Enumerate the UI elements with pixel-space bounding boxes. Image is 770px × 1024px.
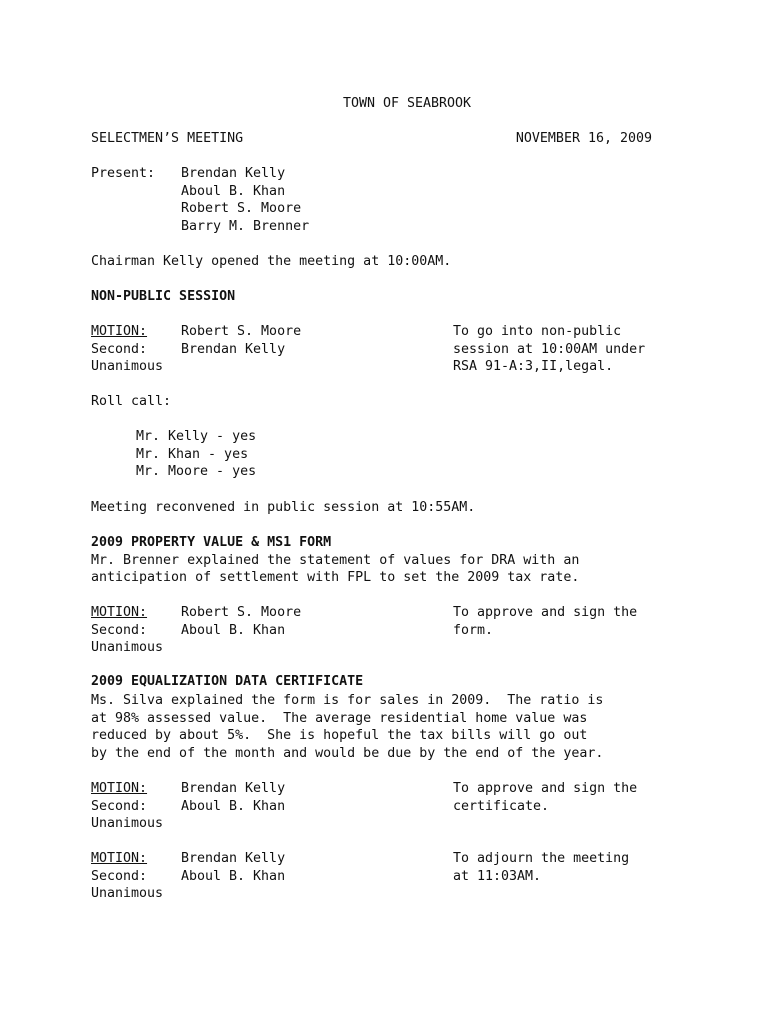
town-title: TOWN OF SEABROOK — [342, 96, 472, 111]
second-label: Second: — [91, 868, 148, 884]
meeting-date: NOVEMBER 16, 2009 — [515, 131, 652, 146]
motion-text: To go into non-public — [453, 324, 622, 339]
motion-text: RSA 91-A:3,II,legal. — [453, 359, 614, 374]
section-heading-nonpublic: NON-PUBLIC SESSION — [91, 289, 236, 304]
second-by: Brendan Kelly — [181, 341, 286, 357]
paragraph-line: at 98% assessed value. The average residential home value was — [91, 710, 588, 726]
present-name: Brendan Kelly — [181, 166, 286, 181]
roll-call-entry: Mr. Kelly - yes — [136, 429, 257, 444]
roll-call-label: Roll call: — [91, 394, 172, 409]
section-heading-property: 2009 PROPERTY VALUE & MS1 FORM — [91, 535, 332, 550]
section-heading-equalization: 2009 EQUALIZATION DATA CERTIFICATE — [91, 674, 364, 689]
motion-text: To approve and sign the — [453, 605, 638, 620]
motion-by: Brendan Kelly — [181, 851, 286, 866]
paragraph-line: Mr. Brenner explained the statement of values for DRA with an — [91, 552, 580, 568]
second-by: Aboul B. Khan — [181, 798, 286, 814]
roll-call-entry: Mr. Moore - yes — [136, 464, 257, 479]
paragraph-line: anticipation of settlement with FPL to set the 2009 tax rate. — [91, 570, 580, 585]
present-label: Present: — [91, 166, 156, 181]
paragraph-line: by the end of the month and would be due by the end of the year. — [91, 745, 604, 761]
present-name: Barry M. Brenner — [181, 219, 310, 234]
reconvened-statement: Meeting reconvened in public session at 10:55AM. — [91, 500, 476, 515]
motion-by: Brendan Kelly — [181, 781, 286, 796]
roll-call-entry: Mr. Khan - yes — [136, 446, 249, 462]
second-by: Aboul B. Khan — [181, 622, 286, 638]
motion-text: To adjourn the meeting — [453, 851, 630, 866]
meeting-title: SELECTMEN’S MEETING — [91, 131, 244, 146]
present-name: Robert S. Moore — [181, 201, 302, 216]
motion-by: Robert S. Moore — [181, 324, 302, 339]
second-label: Second: — [91, 341, 148, 357]
motion-label: MOTION: — [91, 781, 148, 796]
vote-result: Unanimous — [91, 886, 164, 901]
motion-text: form. — [453, 622, 494, 638]
motion-text: To approve and sign the — [453, 781, 638, 796]
motion-text: session at 10:00AM under — [453, 341, 646, 357]
present-name: Aboul B. Khan — [181, 183, 286, 199]
vote-result: Unanimous — [91, 359, 164, 374]
motion-text: certificate. — [453, 798, 550, 814]
second-label: Second: — [91, 798, 148, 814]
motion-label: MOTION: — [91, 851, 148, 866]
motion-by: Robert S. Moore — [181, 605, 302, 620]
motion-label: MOTION: — [91, 605, 148, 620]
second-by: Aboul B. Khan — [181, 868, 286, 884]
second-label: Second: — [91, 622, 148, 638]
vote-result: Unanimous — [91, 640, 164, 655]
motion-text: at 11:03AM. — [453, 868, 542, 884]
motion-label: MOTION: — [91, 324, 148, 339]
vote-result: Unanimous — [91, 816, 164, 831]
paragraph-line: Ms. Silva explained the form is for sales in 2009. The ratio is — [91, 693, 604, 708]
opening-statement: Chairman Kelly opened the meeting at 10:00AM. — [91, 254, 452, 269]
paragraph-line: reduced by about 5%. She is hopeful the tax bills will go out — [91, 728, 588, 743]
